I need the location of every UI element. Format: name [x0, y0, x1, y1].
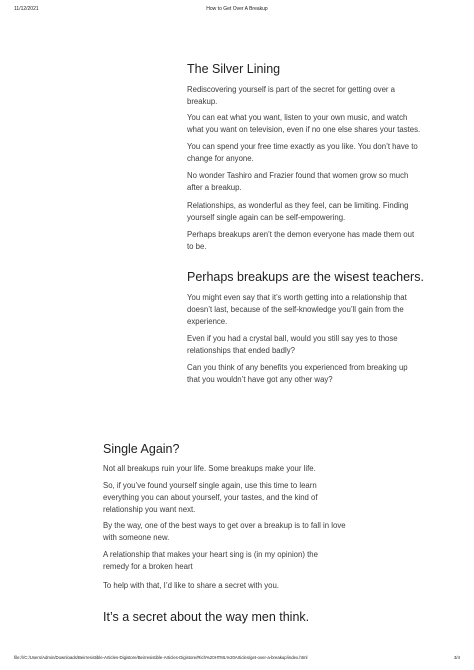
paragraph: Rediscovering yourself is part of the secret for getting over a breakup. [187, 85, 396, 106]
print-footer-path: file:///C:/Users/Admin/Downloads/Beirresistible-Articles-Digistore/Beirresistible-Articles-Digistore/Rich%20HTML%20Articles/get-over-a-breakup/index.html [14, 655, 308, 660]
print-header-date: 11/12/2021 [14, 6, 39, 12]
paragraph: You can spend your free time exactly as you like. You don’t have to change for anyone. [187, 142, 418, 163]
paragraph: Even if you had a crystal ball, would you still say yes to those relationships that ended badly? [187, 334, 398, 355]
heading-secret: It’s a secret about the way men think. [103, 610, 310, 624]
paragraph: No wonder Tashiro and Frazier found that women grow so much after a breakup. [187, 171, 409, 192]
paragraph: Not all breakups ruin your life. Some breakups make your life. [103, 464, 316, 473]
paragraph: You can eat what you want, listen to your own music, and watch what you want on television, even if no one else shares your tastes. [187, 113, 421, 134]
print-header-title: How to Get Over A Breakup [206, 6, 268, 12]
paragraph: Can you think of any benefits you experienced from breaking up that you wouldn’t have got any other way? [187, 363, 408, 384]
heading-single-again: Single Again? [103, 442, 180, 456]
print-footer-page-number: 3/4 [454, 655, 460, 660]
paragraph: Perhaps breakups aren’t the demon everyone has made them out to be. [187, 230, 415, 251]
heading-silver-lining: The Silver Lining [187, 62, 281, 76]
paragraph: By the way, one of the best ways to get over a breakup is to fall in love with someone new. [103, 521, 346, 542]
paragraph: So, if you’ve found yourself single again, use this time to learn everything you can about yourself, your tastes, and the kind of relationship you want next. [103, 481, 318, 514]
paragraph: Relationships, as wonderful as they feel, can be limiting. Finding yourself single again can be self-empowering. [187, 201, 409, 222]
paragraph: You might even say that it’s worth getting into a relationship that doesn’t last, because of the self-knowledge you’ll gain from the experience. [187, 293, 407, 326]
heading-wisest-teachers: Perhaps breakups are the wisest teachers. [187, 270, 424, 284]
paragraph: To help with that, I’d like to share a secret with you. [103, 581, 279, 590]
paragraph: A relationship that makes your heart sing is (in my opinion) the remedy for a broken heart [103, 550, 318, 571]
